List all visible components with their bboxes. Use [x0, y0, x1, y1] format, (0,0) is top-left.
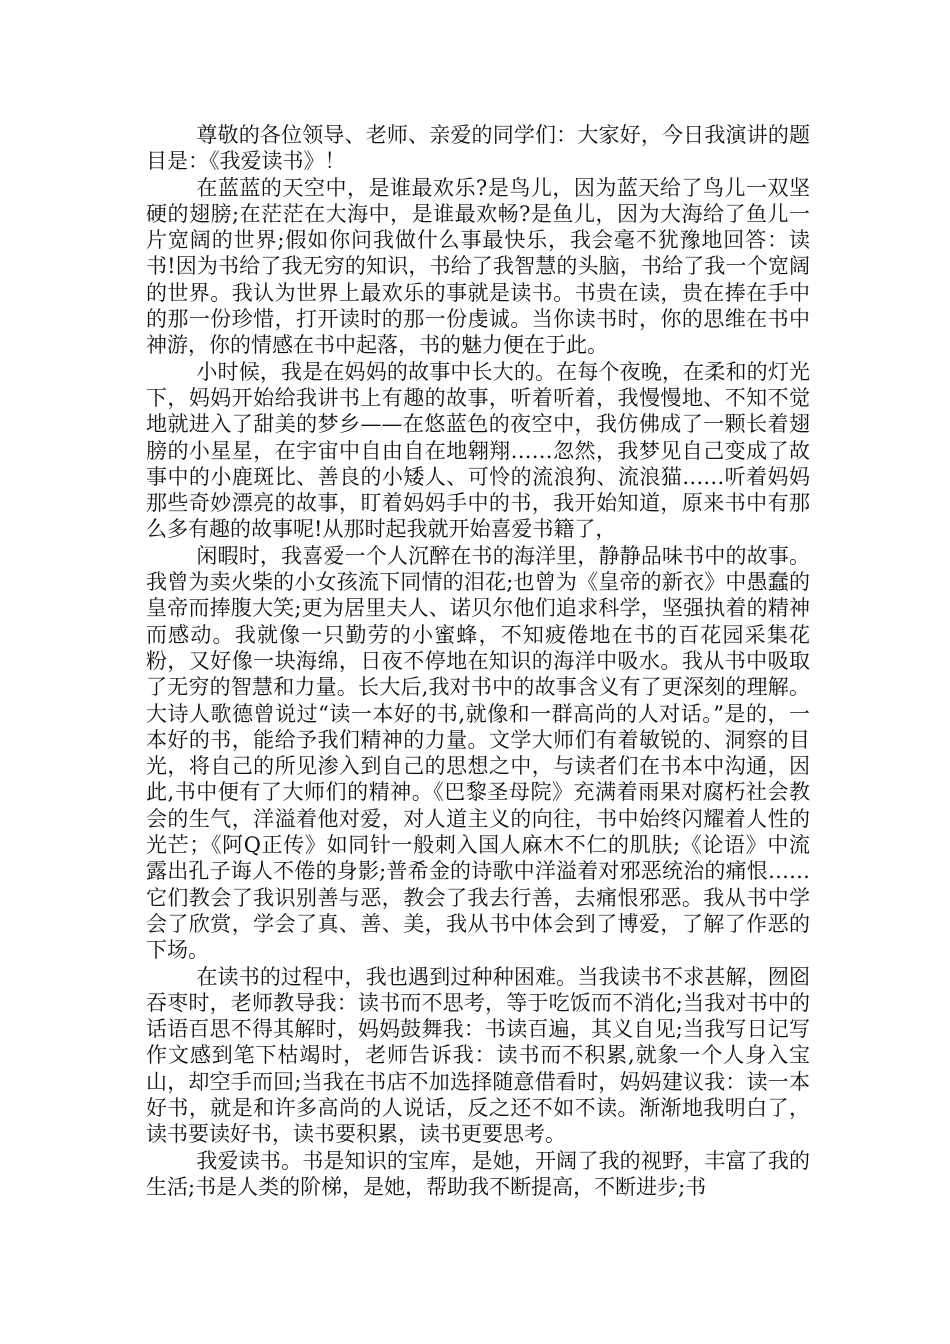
paragraph-childhood: 小时候，我是在妈妈的故事中长大的。在每个夜晚，在柔和的灯光下，妈妈开始给我讲书上有趣的故事，听着听着，我慢慢地、不知不觉地就进入了甜美的梦乡——在悠蓝色的夜空中，我仿佛成了一颗长着翅膀的小星星，在宇宙中自由自在地翱翔……忽然，我梦见自己变成了故事中的小鹿斑比、善良的小矮人、可怜的流浪狗、流浪猫……听着妈妈那些奇妙漂亮的故事，盯着妈妈手中的书，我开始知道，原来书中有那么多有趣的故事呢!从那时起我就开始喜爱书籍了，: [146, 359, 810, 542]
paragraph-greeting: 尊敬的各位领导、老师、亲爱的同学们：大家好，今日我演讲的题目是：《我爱读书》！: [146, 123, 810, 174]
document-page: [146, 122, 810, 1200]
paragraph-leisure-reading: 闲暇时，我喜爱一个人沉醉在书的海洋里，静静品味书中的故事。我曾为卖火柴的小女孩流下同情的泪花;也曾为《皇帝的新衣》中愚蠢的皇帝而捧腹大笑;更为居里夫人、诺贝尔他们追求科学，坚强执着的精神而感动。我就像一只勤劳的小蜜蜂，不知疲倦地在书的百花园采集花粉，又好像一块海绵，日夜不停地在知识的海洋中吸水。我从书中吸取了无穷的智慧和力量。长大后,我对书中的故事含义有了更深刻的理解。大诗人歌德曾说过“读一本好的书,就像和一群高尚的人对话。”是的，一本好的书，能给予我们精神的力量。文学大师们有着敏锐的、洞察的目光，将自己的所见渗入到自己的思想之中，与读者们在书本中沟通，因此,书中便有了大师们的精神。《巴黎圣母院》充满着雨果对腐朽社会教会的生气，洋溢着他对爱，对人道主义的向往，书中始终闪耀着人性的光芒；《阿Q正传》如同针一般刺入国人麻木不仁的肌肤;《论语》中流露出孔子诲人不倦的身影;普希金的诗歌中洋溢着对邪恶统治的痛恨……它们教会了我识别善与恶，教会了我去行善，去痛恨邪恶。我从书中学会了欣赏，学会了真、善、美，我从书中体会到了博爱，了解了作恶的下场。: [146, 543, 810, 963]
paragraph-joy-of-reading: 在蓝蓝的天空中，是谁最欢乐?是鸟儿，因为蓝天给了鸟儿一双坚硬的翅膀;在茫茫在大海中，是谁最欢畅?是鱼儿，因为大海给了鱼儿一片宽阔的世界;假如你问我做什么事最快乐，我会毫不犹豫地回答：读书!因为书给了我无穷的知识，书给了我智慧的头脑，书给了我一个宽阔的世界。我认为世界上最欢乐的事就是读书。书贵在读，贵在捧在手中的那一份珍惜，打开读时的那一份虔诚。当你读书时，你的思维在书中神游，你的情感在书中起落，书的魅力便在于此。: [146, 175, 810, 358]
paragraph-love-reading: 我爱读书。书是知识的宝库，是她，开阔了我的视野，丰富了我的生活;书是人类的阶梯，是她，帮助我不断提高，不断进步;书: [146, 1148, 810, 1199]
paragraph-difficulties: 在读书的过程中，我也遇到过种种困难。当我读书不求甚解，囫囵吞枣时，老师教导我：读书而不思考，等于吃饭而不消化;当我对书中的话语百思不得其解时，妈妈鼓舞我：书读百遍，其义自见;当我写日记写作文感到笔下枯竭时，老师告诉我：读书而不积累,就象一个人身入宝山，却空手而回;当我在书店不加选择随意借看时，妈妈建议我：读一本好书，就是和许多高尚的人说话，反之还不如不读。渐渐地我明白了，读书要读好书，读书要积累，读书更要思考。: [146, 964, 810, 1147]
